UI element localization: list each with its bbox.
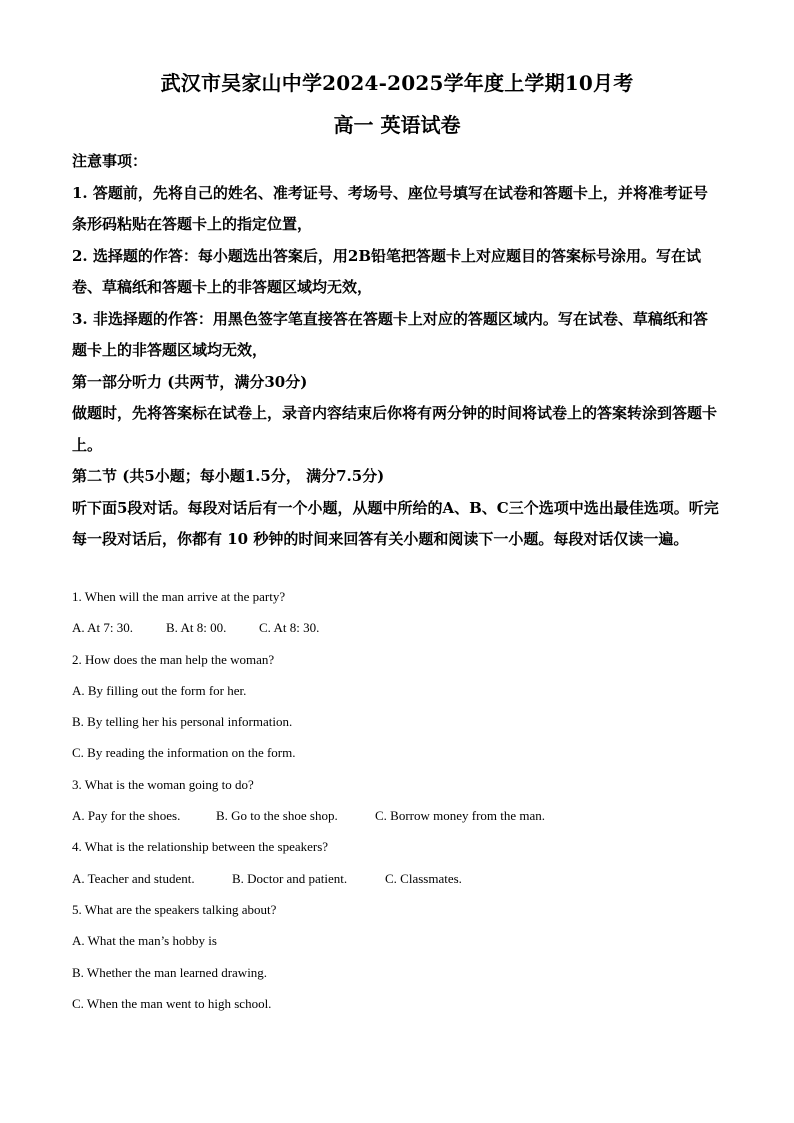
- question-options-3: [72, 800, 722, 831]
- part1-heading: 第一部分听力 (共两节，满分30分): [72, 372, 308, 391]
- option-2c: C. By reading the information on the form.: [72, 745, 296, 761]
- question-stem-1: 1. When will the man arrive at the party?: [72, 589, 286, 604]
- option-1a: A. At 7: 30.: [72, 620, 134, 636]
- notice-item-3: 3. 非选择题的作答：用黑色签字笔直接答在答题卡上对应的答题区域内。写在试卷、草稿纸和答题卡上的非答题区域均无效，: [72, 309, 708, 359]
- questions-block: [72, 581, 722, 1019]
- question-stem-4: 4. What is the relationship between the speakers?: [72, 839, 329, 855]
- question-stem-5: 5. What are the speakers talking about?: [72, 901, 277, 917]
- exam-title: 武汉市吴家山中学2024-2025学年度上学期10月考: [160, 71, 634, 95]
- option-2a: A. By filling out the form for her.: [72, 682, 247, 698]
- option-4a: A. Teacher and student.: [72, 870, 195, 886]
- notice-item-1: 1. 答题前，先将自己的姓名、准考证号、考场号、座位号填写在试卷和答题卡上，并将准考证号条形码粘贴在答题卡上的指定位置，: [72, 183, 708, 233]
- option-3a: A. Pay for the shoes.: [72, 808, 181, 824]
- section2-instruction: 听下面5段对话。每段对话后有一个小题，从题中所给的A、B、C三个选项中选出最佳选项。听完每一段对话后，你都有 10 秒钟的时间来回答有关小题和阅读下一小题。每段对话仅读一遍。: [72, 498, 719, 548]
- option-2b: B. By telling her his personal information.: [72, 714, 293, 730]
- section2-heading: 第二节 (共5小题；每小题1.5分， 满分7.5分): [72, 467, 385, 485]
- question-stem-2: 2. How does the man help the woman?: [72, 651, 275, 667]
- notice-heading: 注意事项：: [72, 152, 148, 170]
- option-1c: C. At 8: 30.: [259, 620, 320, 636]
- question-options-1: [72, 612, 722, 643]
- question-options-4: [72, 863, 722, 894]
- instructions-block: [72, 146, 722, 556]
- part1-instruction: 做题时，先将答案标在试卷上，录音内容结束后你将有两分钟的时间将试卷上的答案转涂到答题卡上。: [72, 404, 718, 454]
- exam-subtitle: 高一 英语试卷: [333, 113, 461, 137]
- notice-item-2: 2. 选择题的作答：每小题选出答案后，用2B铅笔把答题卡上对应题目的答案标号涂用。写在试卷、草稿纸和答题卡上的非答题区域均无效，: [72, 246, 702, 296]
- option-1b: B. At 8: 00.: [166, 620, 227, 636]
- option-3b: B. Go to the shoe shop.: [216, 808, 338, 824]
- option-5b: B. Whether the man learned drawing.: [72, 964, 268, 980]
- option-4b: B. Doctor and patient.: [232, 870, 348, 886]
- question-stem-3: 3. What is the woman going to do?: [72, 776, 254, 792]
- option-5a: A. What the man’s hobby is: [72, 933, 217, 949]
- option-3c: C. Borrow money from the man.: [375, 808, 546, 824]
- option-4c: C. Classmates.: [385, 870, 462, 886]
- option-5c: C. When the man went to high school.: [72, 995, 272, 1011]
